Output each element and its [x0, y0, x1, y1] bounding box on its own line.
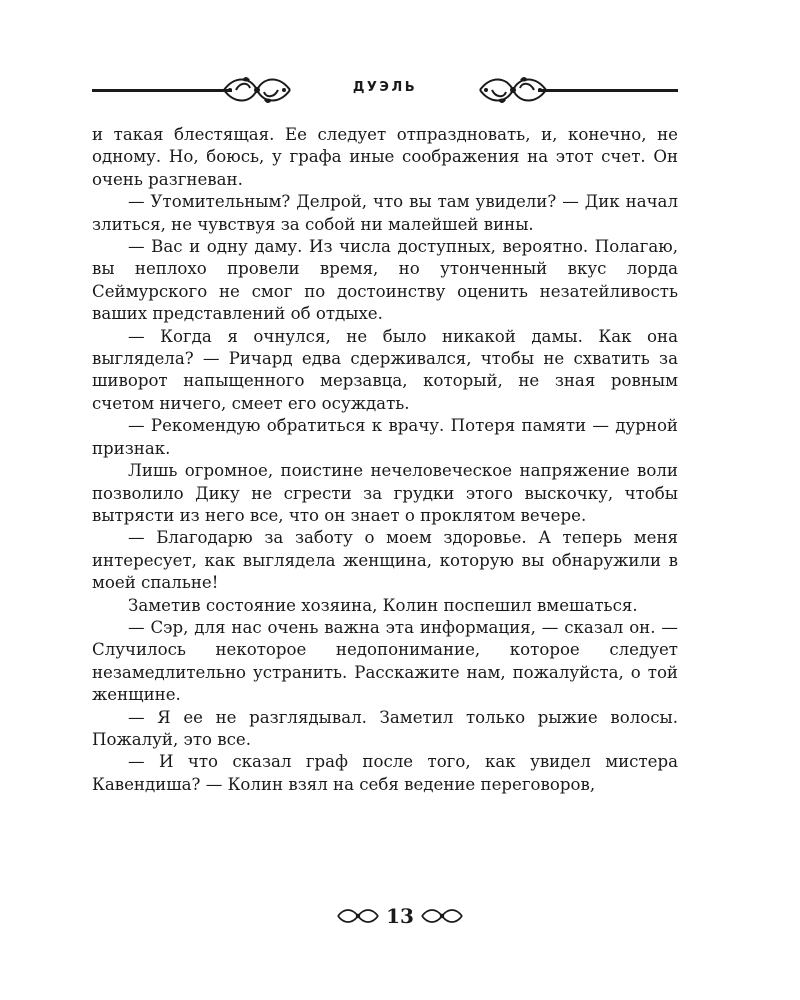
- paragraph: Лишь огромное, поистине нечеловеческое напряжение воли позволило Дику не сгрести за грудки этого выскочку, чтобы вытрясти из него все, что он знает о проклятом вечере.: [92, 461, 678, 525]
- paragraph: — Вас и одну даму. Из числа доступных, вероятно. Полагаю, вы неплохо провели время, но утонченный вкус лорда Сеймурского не смог по достоинству оценить незатейливость ваших представлений об отдыхе.: [92, 237, 678, 324]
- paragraph: — Я ее не разглядывал. Заметил только рыжие волосы. Пожалуй, это все.: [92, 707, 678, 749]
- paragraph: — Рекомендую обратиться к врачу. Потеря памяти — дурной признак.: [92, 416, 678, 458]
- page-footer: [0, 904, 800, 934]
- paragraph: — Утомительным? Делрой, что вы там увидели? — Дик начал злиться, не чувствуя за собой ни малейшей вины.: [92, 192, 678, 234]
- page-number: 13: [386, 904, 414, 928]
- paragraph: и такая блестящая. Ее следует отпраздновать, и, конечно, не одному. Но, боюсь, у графа иные соображения на этот счет. Он очень разгневан.: [92, 125, 678, 189]
- running-title: ДУЭЛЬ: [352, 80, 418, 95]
- running-header: [92, 70, 678, 110]
- paragraph: — И что сказал граф после того, как увидел мистера Кавендиша? — Колин взял на себя ведение переговоров,: [92, 752, 678, 794]
- footer-ornament-left-icon: [336, 907, 380, 925]
- paragraph: — Сэр, для нас очень важна эта информация, — сказал он. — Случилось некоторое недопонимание, которое следует незамедлительно устранить. Расскажите нам, пожалуйста, о той женщине.: [92, 617, 678, 705]
- header-rule-right: [538, 89, 678, 92]
- paragraph: — Когда я очнулся, не было никакой дамы. Как она выглядела? — Ричард едва сдерживался, чтобы не схватить за шиворот напыщенного мерзавца, который, не зная ровным счетом ничего, смеет его осуждать.: [92, 326, 678, 413]
- paragraph: — Благодарю за заботу о моем здоровье. А теперь меня интересует, как выглядела женщина, которую вы обнаружили в моей спальне!: [92, 528, 678, 593]
- paragraph: Заметив состояние хозяина, Колин поспешил вмешаться.: [128, 595, 638, 615]
- footer-ornament-right-icon: [420, 907, 464, 925]
- body-text: [92, 124, 678, 796]
